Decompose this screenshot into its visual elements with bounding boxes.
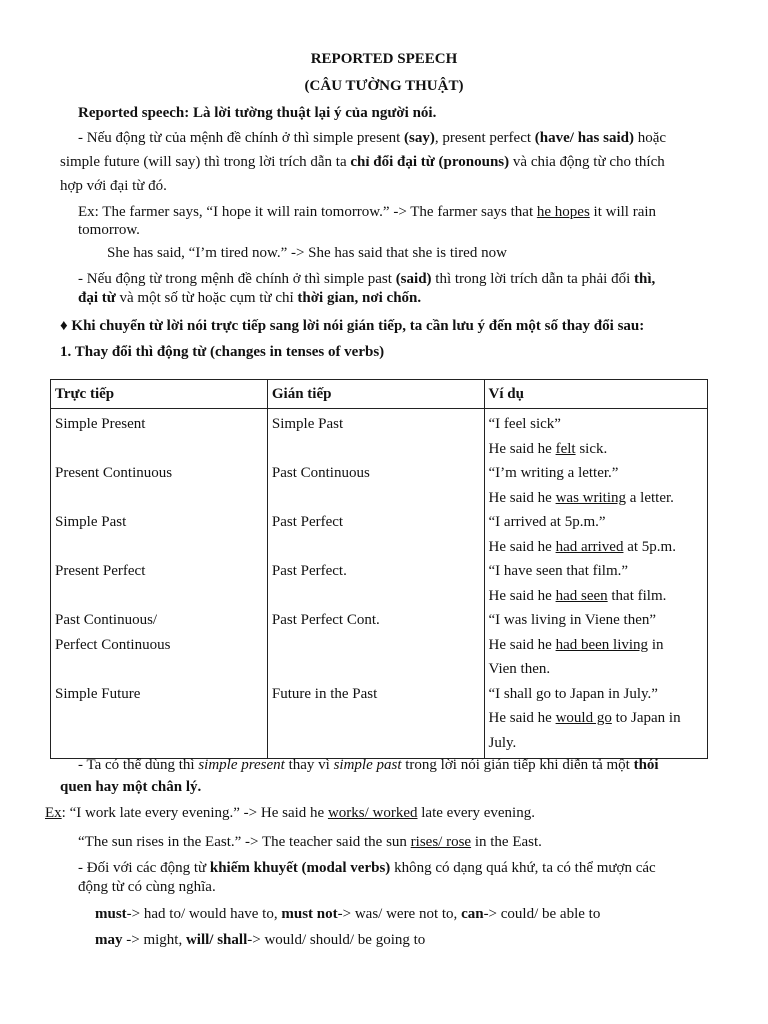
indirect-tense: Future in the Past xyxy=(271,685,378,702)
example-quote: “I’m writing a letter.” xyxy=(488,465,619,481)
direct-tense: Present Perfect xyxy=(55,563,146,579)
direct-tense: Simple Present xyxy=(55,416,146,432)
example-reported: He said he had arrived at 5p.m. xyxy=(488,538,676,555)
note: ♦ Khi chuyển từ lời nói trực tiếp sang lời nói gián tiếp, ta cần lưu ý đến một số thay đổi sau: xyxy=(60,318,645,334)
indirect-tense: Past Continuous xyxy=(271,465,370,481)
text-underline: Ex xyxy=(45,805,62,821)
example-quote: “I feel sick” xyxy=(488,416,561,432)
example1 xyxy=(78,203,656,222)
text-bold: can xyxy=(461,906,484,922)
example2: She has said, “I’m tired now.” -> She has said that she is tired now xyxy=(107,245,507,261)
text-bold: thói xyxy=(633,757,659,773)
example-reported: He said he would go to Japan in xyxy=(488,710,681,726)
example-reported: He said he had seen that film. xyxy=(488,587,667,604)
text-bold: must xyxy=(95,906,127,922)
example1-cont: tomorrow. xyxy=(78,222,140,238)
text-underline: works/ worked xyxy=(327,805,418,821)
modal-examples-1 xyxy=(95,905,600,924)
text-bold: thì, xyxy=(634,271,656,287)
text: trong lời nói gián tiếp khi diễn tả một xyxy=(401,757,634,773)
header-example: Ví dụ xyxy=(484,380,707,409)
indirect-tense: Past Perfect xyxy=(271,514,344,530)
example-quote: “I shall go to Japan in July.” xyxy=(488,685,658,702)
text: - Nếu động từ trong mệnh đề chính ở thì simple past xyxy=(78,271,396,287)
modal-rule-line2: động từ có cùng nghĩa. xyxy=(78,879,216,895)
after-table-line1 xyxy=(78,756,659,775)
text: -> had to/ would have to, xyxy=(126,906,282,922)
text: và chia động từ cho thích xyxy=(509,154,665,170)
text-italic: simple past xyxy=(333,757,402,773)
indirect-tense: Past Perfect. xyxy=(271,563,347,579)
text-bold: will/ shall xyxy=(185,932,248,948)
text: - Nếu động từ của mệnh đề chính ở thì simple present xyxy=(78,130,404,146)
text: -> could/ be able to xyxy=(483,906,601,922)
text: thay vì xyxy=(284,757,334,773)
direct-tense: Present Continuous xyxy=(55,465,173,481)
example-quote: “I arrived at 5p.m.” xyxy=(488,514,606,530)
page-subtitle: (CÂU TƯỜNG THUẬT) xyxy=(304,78,464,94)
text: - Đối với các động từ xyxy=(78,860,210,876)
rule2-line1 xyxy=(78,270,655,289)
definition: Reported speech: Là lời tường thuật lại ý của người nói. xyxy=(78,105,437,121)
section-heading-1: 1. Thay đổi thì động từ (changes in tenses of verbs) xyxy=(60,344,385,360)
text: - Ta có thể dùng thì xyxy=(78,757,199,773)
text: không có dạng quá khứ, ta có thể mượn các xyxy=(390,860,656,876)
direct-tense: Past Continuous/ xyxy=(55,612,158,628)
example-reported: He said he was writing a letter. xyxy=(488,489,674,506)
text: thì trong lời trích dẫn ta phải đổi xyxy=(431,271,635,287)
example-reported: He said he had been living in xyxy=(488,636,664,653)
modal-rule-line1 xyxy=(78,859,656,878)
table-header-row xyxy=(51,380,708,409)
example-quote: “I have seen that film.” xyxy=(488,563,629,579)
rule1-line1 xyxy=(78,129,666,148)
example-quote: “I was living in Viene then” xyxy=(488,612,657,628)
header-indirect: Gián tiếp xyxy=(267,380,484,409)
text-italic: simple present xyxy=(198,757,285,773)
text-bold: (say) xyxy=(404,130,435,146)
example-reported: He said he felt sick. xyxy=(488,440,608,457)
direct-tense: Simple Past xyxy=(55,514,127,530)
direct-tense: Simple Future xyxy=(55,685,141,702)
direct-cell xyxy=(51,409,268,759)
text: hoặc xyxy=(633,130,667,146)
text-bold: must not xyxy=(281,906,338,922)
text: simple future (will say) thì trong lời trích dẫn ta xyxy=(60,154,351,170)
text: “The sun rises in the East.” -> The teacher said the sun xyxy=(78,834,411,850)
text: , present perfect xyxy=(434,130,535,146)
text-underline: he hopes xyxy=(536,204,590,220)
text: -> was/ were not to, xyxy=(337,906,462,922)
rule2-line2 xyxy=(78,289,421,308)
indirect-tense: Simple Past xyxy=(271,416,344,432)
rule1-line2 xyxy=(60,153,665,172)
direct-tense: Perfect Continuous xyxy=(55,636,171,653)
tense-table xyxy=(50,379,708,759)
modal-examples-2 xyxy=(95,931,425,950)
text: : “I work late every evening.” -> He said he xyxy=(61,805,328,821)
text-bold: chỉ đổi đại từ (pronouns) xyxy=(350,154,510,170)
text-bold: đại từ xyxy=(78,290,116,306)
example3 xyxy=(45,804,535,823)
header-direct: Trực tiếp xyxy=(51,380,268,409)
example-reported-cont: July. xyxy=(488,734,517,751)
text: -> might, xyxy=(122,932,186,948)
after-table-line2: quen hay một chân lý. xyxy=(60,779,202,795)
text-underline: rises/ rose xyxy=(410,834,472,850)
text: Ex: The farmer says, “I hope it will rain tomorrow.” -> The farmer says that xyxy=(78,204,537,220)
indirect-tense: Past Perfect Cont. xyxy=(271,612,380,628)
rule1-line3: hợp với đại từ đó. xyxy=(60,178,167,194)
example4 xyxy=(78,833,542,852)
example-cell xyxy=(484,409,707,759)
text-bold: khiếm khuyết (modal verbs) xyxy=(209,860,391,876)
indirect-cell xyxy=(267,409,484,759)
text: in the East. xyxy=(471,834,542,850)
text-bold: may xyxy=(95,932,123,948)
text-bold: thời gian, nơi chốn. xyxy=(297,290,422,306)
table-body-row xyxy=(51,409,708,759)
text: và một số từ hoặc cụm từ chỉ xyxy=(115,290,298,306)
text-bold: (have/ has said) xyxy=(534,130,634,146)
text-bold: (said) xyxy=(395,271,432,287)
text: late every evening. xyxy=(417,805,535,821)
page-title: REPORTED SPEECH xyxy=(310,51,458,67)
text: it will rain xyxy=(589,204,657,220)
example-reported-cont: Vien then. xyxy=(488,661,551,677)
text: -> would/ should/ be going to xyxy=(247,932,426,948)
